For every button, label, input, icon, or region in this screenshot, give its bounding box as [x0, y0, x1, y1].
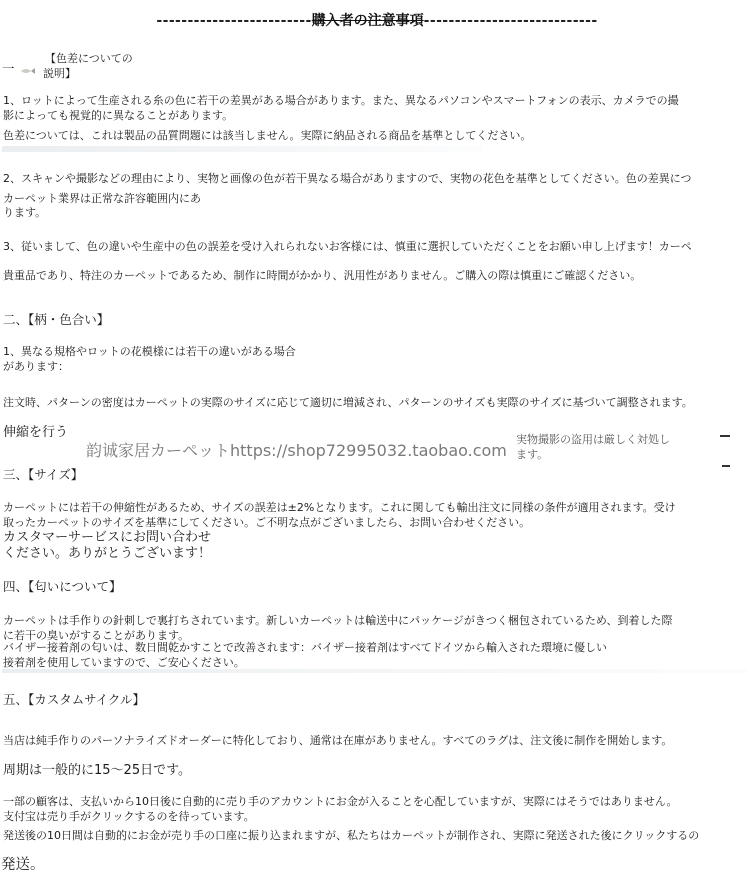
faint-artifact	[2, 669, 747, 673]
section1-p3-line1: 3、従いまして、色の違いや生産中の色の誤差を受け入れられないお客様には、慎重に選択していただくことをお願い申し上げます！カーペ	[3, 240, 692, 253]
copyright-note-line2: ます。	[516, 448, 549, 461]
section2-p1-line2: があります：	[3, 360, 69, 373]
title-dashes-left: -------------------------	[156, 13, 312, 29]
section2-p2-line1: 注文時、パターンの密度はカーペットの実際のサイズに応じて適切に増減され、パターンのサイズも実際のサイズに基づいて調整されます。	[3, 396, 693, 409]
section4-p1-line3: バイザー接着剤の匂いは、数日間乾かすことで改善されます：バイザー接着剤はすべてドイツから輸入された環境に優しい	[3, 641, 608, 654]
copyright-note-line1: 実物撮影の盗用は厳しく対処し	[516, 433, 670, 446]
section5-p2-line1: 一部の顧客は、支払いから10日後に自動的に売り手のアカウントにお金が入ることを心配していますが、実際にはそうではありません。	[3, 795, 678, 808]
section1-heading-line2: 説明】	[43, 67, 76, 80]
section1-p2-line2: カーペット業界は正常な許容範囲内にあ	[3, 192, 201, 205]
section2-heading: 二、【柄・色合い】	[3, 312, 110, 327]
section1-p1-line2: 影によっても視覚的に異なることがあります。	[3, 109, 234, 122]
dash-mark	[722, 465, 730, 467]
title-text: 購入者の注意事項	[311, 13, 424, 29]
section2-p1-line1: 1、異なる規格やロットの花模様には若干の違いがある場合	[3, 345, 296, 358]
section1-p2-line3: ります。	[3, 206, 47, 219]
section2-p2-line2: 伸縮を行う	[3, 425, 69, 440]
section4-p1-line2: に若干の臭いがすることがあります。	[3, 629, 190, 642]
section3-p1-line1: カーペットには若干の伸縮性があるため、サイズの誤差は±2%となります。これに関しても輸出注文に同様の条件が適用されます。受け	[3, 501, 676, 514]
section5-p1-line1: 当店は純手作りのパーソナライズドオーダーに特化しており、通常は在庫がありません。すべてのラグは、注文後に制作を開始します。	[3, 734, 673, 747]
section1-number: 一	[2, 61, 15, 76]
section3-heading: 三、【サイズ】	[3, 467, 84, 482]
section1-p1-line1: 1、ロットによって生産される糸の色に若干の差異がある場合があります。また、異なるパソコンやスマートフォンの表示、カメラでの撮	[3, 94, 679, 107]
section3-p1-line2: 取ったカーペットのサイズを基準にしてください。ご不明な点がございましたら、お問い合わせください。	[3, 516, 531, 529]
shop-watermark: 韵诚家居カーペットhttps://shop72995032.taobao.com	[86, 441, 507, 460]
section3-p1-line3: カスタマーサービスにお問い合わせ	[3, 530, 212, 545]
faint-artifact	[2, 146, 482, 152]
section1-p1-line3: 色差については、これは製品の品質問題には該当しません。実際に納品される商品を基準としてください。	[3, 129, 532, 142]
section4-p1-line4: 接着剤を使用していますので、ご安心ください。	[3, 656, 245, 669]
section5-p2-line4: 発送。	[1, 857, 45, 873]
section1-p3-line2: 貴重品であり、特注のカーペットであるため、制作に時間がかかり、汎用性がありません。ご購入の際は慎重にご確認ください。	[3, 269, 642, 282]
decorative-fish-icon	[20, 67, 36, 75]
section4-heading: 四、【匂いについて】	[3, 579, 122, 594]
title-dashes-right: ----------------------------	[423, 13, 598, 29]
section1-heading-line1: 【色差についての	[45, 52, 133, 65]
section5-heading: 五、【カスタムサイクル】	[3, 692, 146, 707]
section5-p2-line3: 発送後の10日間は自動的にお金が売り手の口座に振り込まれますが、私たちはカーペットが制作され、実際に発送された後にクリックするの	[3, 829, 700, 842]
section5-p1-line2: 周期は一般的に15〜25日です。	[3, 763, 192, 778]
section5-p2-line2: 支付宝は売り手がクリックするのを待っています。	[3, 810, 255, 823]
dash-mark	[720, 435, 730, 437]
page-title	[66, 12, 688, 30]
section4-p1-line1: カーペットは手作りの針刺しで裏打ちされています。新しいカーペットは輸送中にパッケージがきつく梱包されているため、到着した際	[3, 614, 673, 627]
section1-p2-line1: 2、スキャンや撮影などの理由により、実物と画像の色が若干異なる場合がありますので、実物の花色を基準としてください。色の差異につ	[3, 172, 692, 185]
section3-p1-line4: ください。ありがとうございます！	[3, 546, 212, 561]
